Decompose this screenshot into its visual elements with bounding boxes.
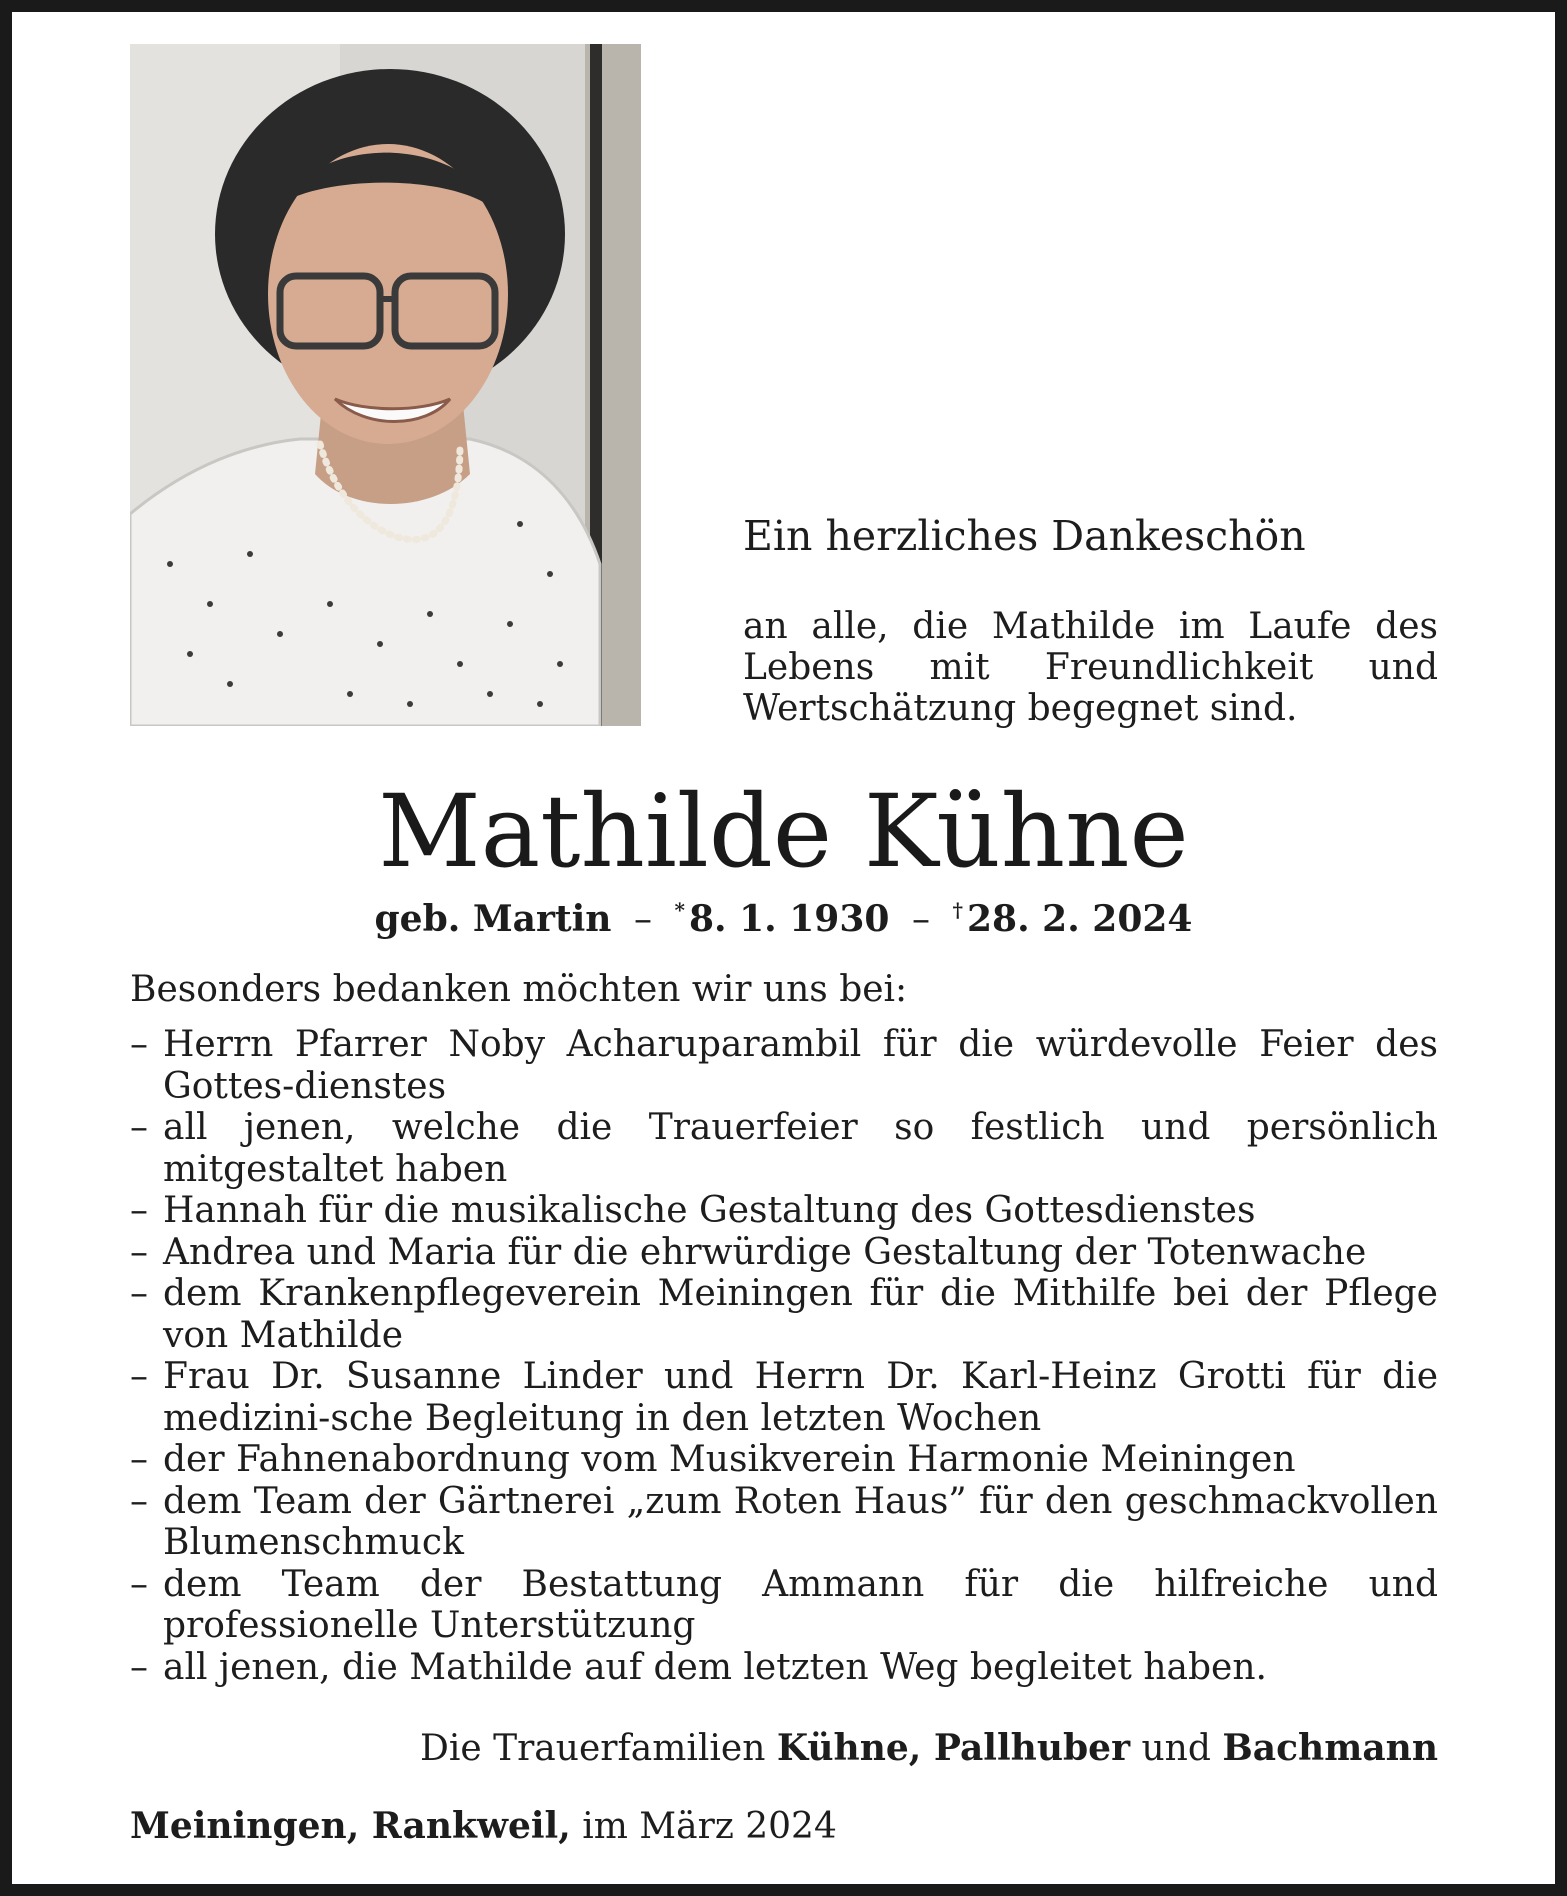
thanks-text: an alle, die Mathilde im Laufe des Lebens mit Freundlichkeit und Wertschätzung begegnet sind.: [743, 606, 1438, 729]
list-item: – Hannah für die musikalische Gestaltung des Gottesdienstes: [130, 1190, 1438, 1232]
signature-prefix: Die Trauerfamilien: [419, 1728, 766, 1769]
death-date: 28. 2. 2024: [967, 898, 1193, 940]
death-symbol-icon: †: [952, 898, 963, 922]
thanks-heading: Ein herzliches Dankeschön: [743, 512, 1306, 560]
places: Meiningen, Rankweil,: [130, 1805, 571, 1847]
list-item: – Herrn Pfarrer Noby Acharuparambil für die würdevolle Feier des Gottes-dienstes: [130, 1024, 1438, 1107]
birth-symbol-icon: *: [674, 898, 685, 922]
signature: [420, 1726, 1438, 1771]
signature-conjunction: und: [1141, 1728, 1211, 1769]
separator: –: [633, 899, 652, 940]
list-item: – der Fahnenabordnung vom Musikverein Harmonie Meiningen: [130, 1439, 1438, 1481]
life-dates: [0, 886, 1567, 944]
place-and-date: [130, 1804, 837, 1849]
list-item: – dem Team der Gärtnerei „zum Roten Haus” für den geschmackvollen Blumenschmuck: [130, 1481, 1438, 1564]
portrait-photo: [130, 44, 641, 726]
list-item: – dem Krankenpflegeverein Meiningen für die Mithilfe bei der Pflege von Mathilde: [130, 1273, 1438, 1356]
list-item: – all jenen, die Mathilde auf dem letzten Weg begleitet haben.: [130, 1647, 1438, 1689]
signature-family-name-last: Bachmann: [1222, 1727, 1438, 1769]
list-item: – Andrea und Maria für die ehrwürdige Gestaltung der Totenwache: [130, 1232, 1438, 1274]
list-item: – Frau Dr. Susanne Linder und Herrn Dr. Karl-Heinz Grotti für die medizini-sche Begleitung in den letzten Wochen: [130, 1356, 1438, 1439]
date: im März 2024: [582, 1806, 837, 1847]
birth-name: geb. Martin: [374, 898, 612, 940]
list-item: – all jenen, welche die Trauerfeier so festlich und persönlich mitgestaltet haben: [130, 1107, 1438, 1190]
deceased-name: Mathilde Kühne: [378, 773, 1189, 890]
acknowledgements-intro: Besonders bedanken möchten wir uns bei:: [130, 969, 908, 1010]
signature-family-names: Kühne, Pallhuber: [776, 1727, 1131, 1769]
birth-date: 8. 1. 1930: [689, 898, 890, 940]
separator: –: [911, 899, 930, 940]
list-item: – dem Team der Bestattung Ammann für die hilfreiche und professionelle Unterstützung: [130, 1564, 1438, 1647]
portrait-photo-graphic: [130, 44, 641, 726]
acknowledgements-list: [130, 1024, 1438, 1688]
